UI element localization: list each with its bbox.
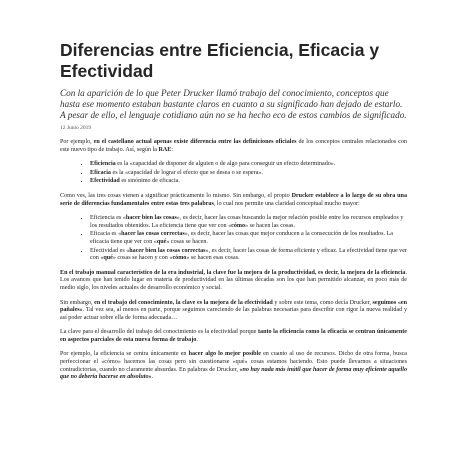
paragraph-intro (60, 139, 407, 154)
text-span: de los conceptos centrales relacionados con este nuevo tipo de trabajo. Así, según la (60, 139, 407, 153)
definition-text: es la «capacidad de disponer de alguien o de algo para conseguir un efecto determinado». (115, 161, 336, 168)
bold-text: hacer bien las cosas correctas (129, 247, 206, 254)
article-date: 12 Junio 2019 (60, 125, 92, 131)
text-span: . (151, 374, 154, 381)
list-item (90, 215, 407, 230)
text-span: » se hacen esas cosas. (186, 255, 240, 262)
bold-text: hacer algo lo mejor posible (188, 351, 261, 358)
list-item (90, 170, 407, 178)
paragraph-drucker (60, 193, 407, 208)
bold-text: cómo (231, 222, 245, 229)
paragraph-efficiency-example (60, 351, 407, 381)
text-span: Sin embargo, (60, 299, 95, 306)
text-span: en cuanto al uso de recursos. Dicho de otra forma, busca perfeccionar el «cómo» hacemos las cosas pero sin cuestionarse «qué» cosas estamos haciendo. Esto puede llevarnos a situaciones contradictorias, cuando no claramente absurdas. En palabras de Drucker, (60, 351, 407, 373)
text-span: y sobre este tema, como decía Drucker, (272, 299, 373, 306)
text-span: Como ves, las tres cosas vienen a significar prácticamente lo mismo. Sin embargo, el propio (60, 192, 292, 199)
list-item (90, 178, 407, 186)
text-span: La clave para el desarrollo del trabajo del conocimiento es la efectividad porque (60, 329, 258, 336)
text-span: Por ejemplo, la eficiencia se centra únicamente en (60, 351, 189, 358)
bold-text: cómo (172, 255, 187, 262)
text-span: Efectividad es « (90, 247, 130, 254)
text-span: » cosas se hacen. (166, 238, 208, 245)
text-span: Por ejemplo, (60, 139, 94, 145)
definition-term: Eficiencia (90, 161, 116, 168)
text-span: : (171, 146, 174, 153)
text-span: , lo cual nos permite una claridad conceptual mucho mayor: (213, 200, 360, 207)
rae-definitions-list (60, 161, 407, 186)
text-span: . Tal vez sea, al menos en parte, porque seguimos careciendo de las palabras necesarias para describir con rigor la nueva realidad y así poder actuar sobre ella de forma adecuada… (60, 307, 407, 321)
paragraph-effectiveness-key (60, 329, 407, 344)
bold-text: Drucker establece a lo largo de su obra una serie de diferencias fundamentales entre estas tres palabras (60, 192, 407, 207)
bold-text: en el trabajo del conocimiento, la clave es la mejora de la efectividad (94, 299, 273, 306)
definition-text: es la «capacidad de lograr el efecto que se desea o se espera». (110, 169, 263, 176)
text-span: . Los avances que han tenido lugar en materia de productividad en las últimas décadas son los que han permitido alcanzar, en poco más de medio siglo, los niveles actuales de desarrollo económico y social. (60, 269, 407, 291)
paragraph-knowledge-work (60, 300, 407, 323)
bold-text: hacer las cosas correctas (121, 231, 185, 238)
text-span: » cosas se hacen y con « (112, 255, 173, 262)
drucker-definitions-list (60, 215, 407, 263)
text-span: », es decir, hacer las cosas que mejor conducen a la consecución de los resultados. La eficacia tiene que ver con « (90, 231, 393, 245)
bold-text: qué (103, 255, 113, 262)
bold-text: En el trabajo manual característico de la era industrial, la clave fue la mejora de la productividad, es decir, la mejora de la eficiencia (60, 269, 406, 276)
paragraph-industrial-era (60, 270, 407, 293)
definition-text: es sinónimo de eficacia. (119, 178, 180, 185)
text-span: », es decir, hacer las cosas buscando la mejor relación posible entre los recursos empleados y los resultados obtenidos. La eficiencia tiene que ver con « (90, 215, 404, 229)
text-span: » se hacen las cosas. (245, 222, 295, 229)
list-item (90, 248, 407, 263)
article-title: Diferencias entre Eficiencia, Eficacia y Efectividad (60, 40, 380, 81)
text-span: Eficacia es « (90, 231, 122, 238)
text-span: Eficiencia es « (90, 215, 126, 222)
bold-text: en el castellano actual apenas existe diferencia entre las definiciones oficiales (93, 139, 297, 145)
bold-text: tanto la eficiencia como la eficacia se centran únicamente en aspectos parciales de esta nueva forma de trabajo (60, 329, 407, 343)
bold-text: qué (156, 238, 167, 245)
text-span: », es decir, hacer las cosas de forma eficiente y eficaz. La efectividad tiene que ver con « (90, 247, 407, 262)
drucker-quote: «no hay nada más inútil que hacer de forma muy eficiente aquello que no debería hacerse en absoluto» (60, 366, 407, 381)
article-subtitle: Con la aparición de lo que Peter Drucker llamó trabajo del conocimiento, conceptos que hasta ese momento estaban bastante claros en cuanto a su significado han dejado de estarlo. A pesar de ello, el lenguaje cotidiano aún no se ha hecho eco de estos cambios de significado. (60, 88, 407, 120)
bold-text: hacer bien las cosas (125, 215, 177, 222)
text-span: . (196, 336, 198, 343)
list-item (90, 161, 407, 169)
list-item (90, 231, 407, 246)
bold-text: seguimos «en pañales» (60, 299, 407, 314)
rae-abbreviation: RAE (158, 146, 172, 153)
definition-term: Eficacia (90, 169, 111, 176)
definition-term: Efectividad (90, 178, 120, 185)
